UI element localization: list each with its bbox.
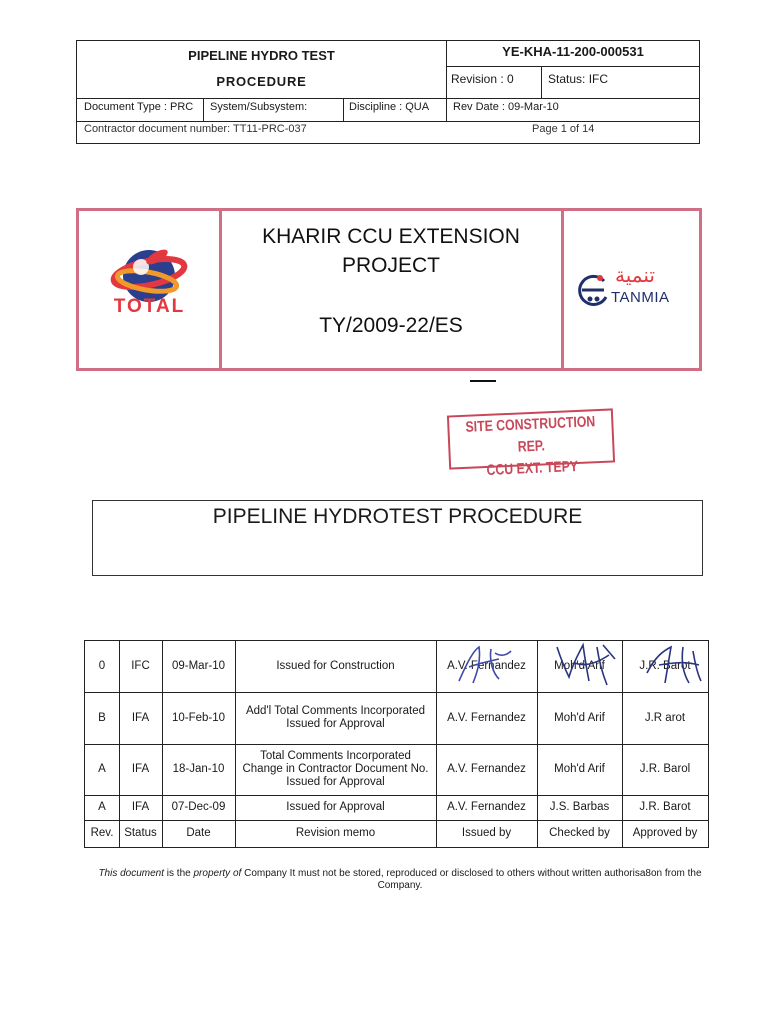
footer-part1: This document bbox=[98, 868, 165, 879]
cell-memo: Total Comments Incorporated Change in Contractor Document No. Issued for Approval bbox=[242, 750, 429, 788]
footer-part3: property of bbox=[193, 868, 242, 879]
site-construction-stamp bbox=[447, 408, 615, 479]
tanmia-arabic-text: تنمية bbox=[615, 265, 655, 287]
cell-issued-by: A.V. Fernandez bbox=[447, 711, 526, 724]
system-subsystem-field: System/Subsystem: bbox=[210, 101, 308, 113]
tanmia-logo bbox=[571, 263, 696, 323]
header-status: Status bbox=[124, 827, 157, 839]
header-title-line2: PROCEDURE bbox=[216, 74, 307, 89]
contractor-document-number: Contractor document number: TT11-PRC-037 bbox=[84, 123, 307, 135]
cell-checked-by: Moh'd Arif bbox=[554, 763, 605, 775]
project-code: TY/2009-22/ES bbox=[319, 314, 463, 337]
cell-approved-by: J.R. Barot bbox=[639, 660, 691, 672]
cell-memo: Add'l Total Comments Incorporated Issued for Approval bbox=[245, 705, 426, 730]
header-memo: Revision memo bbox=[295, 827, 376, 839]
cell-status: IFA bbox=[131, 711, 150, 724]
cell-status: IFC bbox=[131, 660, 150, 672]
cell-approved-by: J.R. Barol bbox=[639, 763, 691, 775]
document-title: PIPELINE HYDROTEST PROCEDURE bbox=[212, 505, 583, 528]
project-name-line1: KHARIR CCU EXTENSION bbox=[262, 225, 520, 248]
cell-issued-by: A.V. Fernandez bbox=[447, 660, 526, 672]
rev-date-field: Rev Date : 09-Mar-10 bbox=[453, 101, 559, 113]
cell-rev: A bbox=[98, 801, 106, 813]
total-logo-icon bbox=[87, 233, 212, 333]
cell-date: 18-Jan-10 bbox=[172, 763, 225, 775]
cell-rev: 0 bbox=[98, 660, 106, 672]
project-banner bbox=[76, 208, 702, 371]
checked-signature-icon bbox=[553, 641, 619, 689]
total-logo-text: TOTAL bbox=[113, 296, 186, 317]
cell-memo: Issued for Approval bbox=[286, 801, 385, 813]
total-logo bbox=[87, 233, 212, 333]
header-checked-by: Checked by bbox=[549, 827, 610, 839]
page-number: Page 1 of 14 bbox=[532, 123, 595, 135]
header-date: Date bbox=[186, 827, 211, 839]
cell-rev: A bbox=[98, 763, 106, 775]
cell-checked-by: Moh'd Arif bbox=[554, 660, 605, 672]
stamp-line2: CCU EXT. TEPY bbox=[486, 457, 579, 479]
tanmia-logo-icon bbox=[576, 271, 610, 309]
status-field: Status: IFC bbox=[548, 72, 609, 86]
cell-issued-by: A.V. Fernandez bbox=[447, 763, 526, 775]
discipline-field: Discipline : QUA bbox=[349, 101, 430, 113]
document-number: YE-KHA-11-200-000531 bbox=[502, 44, 644, 59]
cell-date: 07-Dec-09 bbox=[171, 801, 226, 813]
header-rev: Rev. bbox=[90, 827, 114, 839]
cell-rev: B bbox=[98, 711, 106, 724]
approved-signature-icon bbox=[641, 643, 705, 689]
issued-signature-icon bbox=[455, 643, 515, 687]
footer-part4: Company It must not be stored, reproduced or disclosed to others without written authorisa8on from the Company. bbox=[241, 868, 702, 891]
confidentiality-notice bbox=[90, 868, 710, 892]
cell-issued-by: A.V. Fernandez bbox=[447, 801, 526, 813]
document-type-field: Document Type : PRC bbox=[84, 101, 194, 113]
divider-mark bbox=[470, 380, 496, 382]
cell-status: IFA bbox=[131, 763, 150, 775]
tanmia-logo-text: TANMIA bbox=[611, 289, 670, 306]
cell-date: 09-Mar-10 bbox=[171, 660, 226, 672]
cell-approved-by: J.R arot bbox=[644, 711, 686, 724]
cell-date: 10-Feb-10 bbox=[171, 711, 226, 724]
cell-memo: Issued for Construction bbox=[276, 660, 395, 672]
footer-part2: is the bbox=[164, 868, 194, 879]
stamp-line1: SITE CONSTRUCTION REP. bbox=[465, 413, 596, 456]
cell-checked-by: Moh'd Arif bbox=[554, 711, 605, 724]
header-title-line1: PIPELINE HYDRO TEST bbox=[188, 48, 335, 63]
cell-approved-by: J.R. Barot bbox=[639, 801, 691, 813]
cell-status: IFA bbox=[131, 801, 150, 813]
document-title-box bbox=[92, 500, 703, 576]
revision-field: Revision : 0 bbox=[451, 72, 514, 86]
header-approved-by: Approved by bbox=[632, 827, 698, 839]
project-name-line2: PROJECT bbox=[341, 254, 440, 277]
header-issued-by: Issued by bbox=[461, 827, 512, 839]
revision-table bbox=[84, 640, 709, 848]
document-header bbox=[76, 40, 700, 144]
cell-checked-by: J.S. Barbas bbox=[549, 801, 610, 813]
